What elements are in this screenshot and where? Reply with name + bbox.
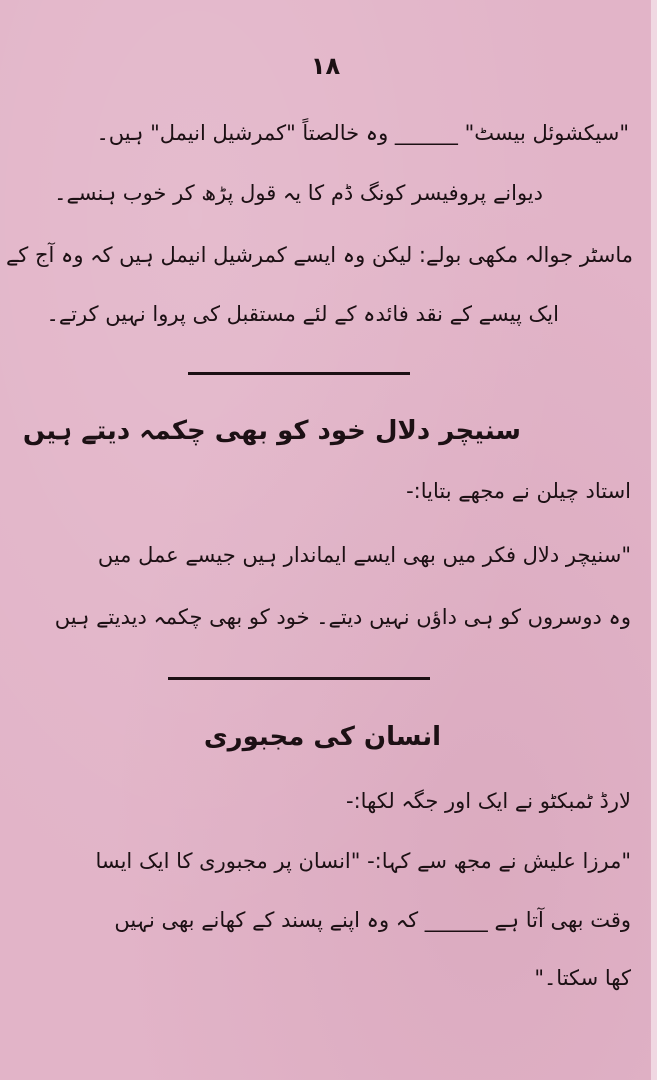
text-line: وہ دوسروں کو ہی داؤں نہیں دیتے۔ خود کو بھی چکمہ دیدیتے ہیں	[54, 605, 631, 629]
text-line: وقت بھی آتا ہے ______ کہ وہ اپنے پسند کے کھانے بھی نہیں	[114, 908, 631, 932]
section-heading: سنیچر دلال خود کو بھی چکمہ دیتے ہیں	[22, 416, 521, 446]
section-heading: انسان کی مجبوری	[203, 722, 441, 752]
text-line: "سیکشوئل بیسٹ" ______ وہ خالصتاً "کمرشیل انیمل" ہیں۔	[96, 121, 629, 145]
text-line: ماسٹر جوالہ مکھی بولے: لیکن وہ ایسے کمرشیل انیمل ہیں کہ وہ آج کے	[6, 243, 633, 267]
section-divider	[168, 677, 430, 680]
text-line: ایک پیسے کے نقد فائدہ کے لئے مستقبل کی پروا نہیں کرتے۔	[46, 302, 559, 326]
page-number: ۱۸	[310, 52, 341, 80]
text-line: کھا سکتا۔"	[534, 966, 631, 990]
text-line: "مرزا علیش نے مجھ سے کہا:- "انسان پر مجبوری کا ایک ایسا	[95, 849, 631, 873]
text-line: دیوانے پروفیسر کونگ ڈم کا یہ قول پڑھ کر خوب ہنسے۔	[54, 181, 543, 205]
text-line: لارڈ ٹمبکٹو نے ایک اور جگہ لکھا:-	[346, 789, 631, 813]
text-line: "سنیچر دلال فکر میں بھی ایسے ایماندار ہیں جیسے عمل میں	[97, 543, 631, 567]
section-divider	[188, 372, 410, 375]
text-line: استاد چیلن نے مجھے بتایا:-	[406, 479, 631, 503]
